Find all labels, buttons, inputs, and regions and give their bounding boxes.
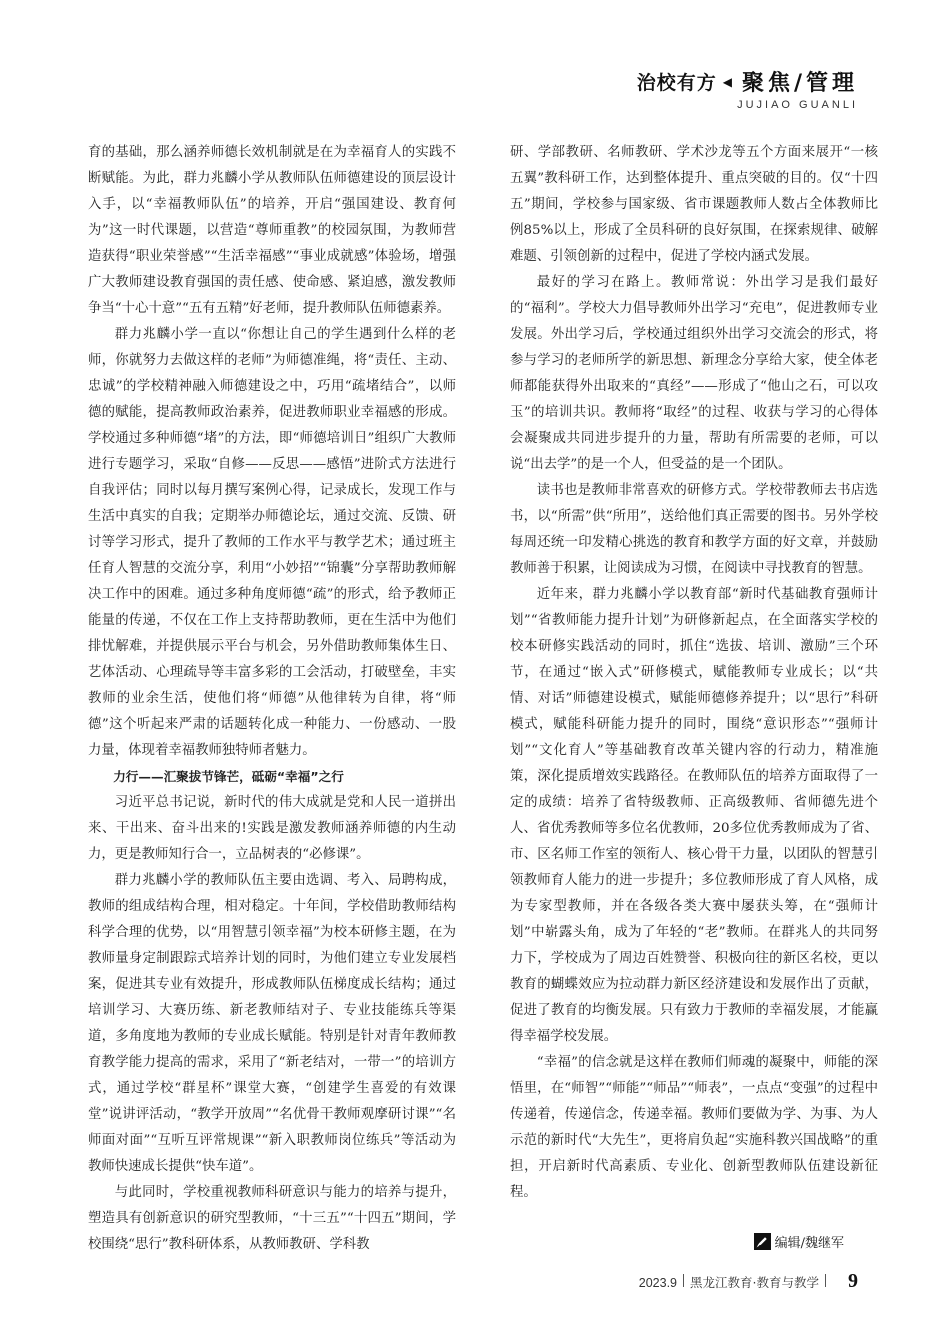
- column-name: 治校有方: [636, 72, 717, 94]
- section-title: 聚焦/管理: [741, 71, 858, 96]
- editor-credit: [754, 1232, 844, 1251]
- divider: [825, 1274, 826, 1287]
- journal-name: 黑龙江教育·教育与教学: [690, 1275, 819, 1290]
- header-title-row: [637, 66, 858, 97]
- pen-icon: [754, 1233, 771, 1250]
- page-header: [637, 66, 858, 111]
- right-column: [510, 140, 878, 1206]
- arrow-left-icon: ◀: [722, 74, 732, 89]
- paragraph: “幸福”的信念就是这样在教师们师魂的凝聚中，师能的深悟里，在“师智”“师能”“师品”“师表”，一点点“变强”的过程中传递着，传递信念，传递幸福。教师们要做为学、为事、为人示范的新时代“大先生”，更将肩负起“实施科教兴国战略”的重担，开启新时代高素质、专业化、创新型教师队伍建设新征程。: [510, 1055, 878, 1200]
- section-pinyin: JUJIAO GUANLI: [737, 99, 858, 111]
- page-number: 9: [848, 1270, 858, 1292]
- paragraph: 育的基础，那么涵养师德长效机制就是在为幸福育人的实践不断赋能。为此，群力兆麟小学从教师队伍师德建设的顶层设计入手，以“幸福教师队伍”的培养，开启“强国建设、教育何为”这一时代课题，以营造“尊师重教”的校园氛围，为教师营造获得“职业荣誉感”“生活幸福感”“事业成就感”体验场，增强广大教师建设教育强国的责任感、使命感、紧迫感，激发教师争当“十心十意”“五有五精”好老师，提升教师队伍师德素养。: [88, 145, 456, 316]
- section-subheading: 力行——汇聚拔节锋芒，砥砺“幸福”之行: [113, 769, 344, 784]
- page-footer: [639, 1270, 858, 1293]
- paragraph: 研、学部教研、名师教研、学术沙龙等五个方面来展开“一核五翼”教科研工作，达到整体提升、重点突破的目的。仅“十四五”期间，学校参与国家级、省市课题教师人数占全体教师比例85%以上，形成了全员科研的良好氛围，在探索规律、破解难题、引领创新的过程中，促进了学校内涵式发展。: [510, 145, 878, 264]
- paragraph: 近年来，群力兆麟小学以教育部“新时代基础教育强师计划”“省教师能力提升计划”为研修新起点，在全面落实学校的校本研修实践活动的同时，抓住“选拔、培训、激励”三个环节，在通过“嵌入式”研修模式，赋能教师专业成长；以“共情、对话”师德建设模式，赋能师德修养提升；以“思行”科研模式，赋能科研能力提升的同时，围绕“意识形态”“强师计划”“文化育人”等基础教育改革关键内容的行动力，精准施策，深化提质增效实践路径。在教师队伍的培养方面取得了一定的成绩：培养了省特级教师、正高级教师、省师德先进个人、省优秀教师等多位名优教师，20多位优秀教师成为了省、市、区名师工作室的领衔人、核心骨干力量，以团队的智慧引领教师育人能力的进一步提升；多位教师形成了育人风格，成为专家型教师，并在各级各类大赛中屡获头筹，在“强师计划”中崭露头角，成为了年轻的“老”教师。在群兆人的共同努力下，学校成为了周边百姓赞誉、积极向往的新区名校，更以教育的蝴蝶效应为拉动群力新区经济建设和发展作出了贡献，促进了教育的均衡发展。只有致力于教师的幸福发展，才能赢得幸福学校发展。: [510, 587, 878, 1044]
- left-column: [88, 140, 456, 1258]
- issue-date: 2023.9: [638, 1276, 678, 1290]
- paragraph: 习近平总书记说，新时代的伟大成就是党和人民一道拼出来、干出来、奋斗出来的!实践是激发教师涵养师德的内生动力，更是教师知行合一，立品树表的“必修课”。: [88, 795, 456, 862]
- paragraph: 最好的学习在路上。教师常说：外出学习是我们最好的“福利”。学校大力倡导教师外出学习“充电”，促进教师专业发展。外出学习后，学校通过组织外出学习交流会的形式，将参与学习的老师所学的新思想、新理念分享给大家，使全体老师都能获得外出取来的“真经”——形成了“他山之石，可以攻玉”的培训共识。教师将“取经”的过程、收获与学习的心得体会凝聚成共同进步提升的力量，帮助有所需要的老师，可以说“出去学”的是一个人，但受益的是一个团队。: [510, 275, 878, 472]
- paragraph: 读书也是教师非常喜欢的研修方式。学校带教师去书店选书，以“所需”供“所用”，送给他们真正需要的图书。另外学校每周还统一印发精心挑选的教育和教学方面的好文章，并鼓励教师善于积累，让阅读成为习惯，在阅读中寻找教育的智慧。: [510, 483, 878, 576]
- paragraph: 群力兆麟小学一直以“你想让自己的学生遇到什么样的老师，你就努力去做这样的老师”为师德准绳，将“责任、主动、忠诚”的学校精神融入师德建设之中，巧用“疏堵结合”，以师德的赋能，提高教师政治素养，促进教师职业幸福感的形成。学校通过多种师德“堵”的方法，即“师德培训日”组织广大教师进行专题学习，采取“自修——反思——感悟”进阶式方法进行自我评估；同时以每月撰写案例心得，记录成长，发现工作与生活中真实的自我；定期举办师德论坛，通过交流、反馈、研讨等学习形式，提升了教师的工作水平与教学艺术；通过班主任育人智慧的交流分享，利用“小妙招”“锦囊”分享帮助教师解决工作中的困难。通过多种角度师德“疏”的形式，给予教师正能量的传递，不仅在工作上支持帮助教师，更在生活中为他们排忧解难，并提供展示平台与机会，另外借助教师集体生日、艺体活动、心理疏导等丰富多彩的工会活动，打破壁垒，丰实教师的业余生活，使他们将“师德”从他律转为自律，将“师德”这个听起来严肃的话题转化成一种能力、一份感动、一股力量，体现着幸福教师独特师者魅力。: [88, 327, 456, 758]
- paragraph: 与此同时，学校重视教师科研意识与能力的培养与提升，塑造具有创新意识的研究型教师，“十三五”“十四五”期间，学校围绕“思行”教科研体系，从教师教研、学科教: [88, 1185, 456, 1252]
- divider: [683, 1274, 684, 1287]
- paragraph: 群力兆麟小学的教师队伍主要由选调、考入、局聘构成，教师的组成结构合理，相对稳定。十年间，学校借助教师结构科学合理的优势，以“用智慧引领幸福”为校本研修主题，在为教师量身定制跟踪式培养计划的同时，为他们建立专业发展档案，促进其专业有效提升，形成教师队伍梯度成长结构；通过培训学习、大赛历练、新老教师结对子、专业技能练兵等渠道，多角度地为教师的专业成长赋能。特别是针对青年教师教育教学能力提高的需求，采用了“新老结对，一带一”的培训方式，通过学校“群星杯”课堂大赛，“创建学生喜爱的有效课堂”说讲评活动，“教学开放周”“名优骨干教师观摩研讨课”“名师面对面”“互听互评常规课”“新入职教师岗位练兵”等活动为教师快速成长提供“快车道”。: [88, 873, 456, 1174]
- editor-label: 编辑/魏继军: [774, 1236, 844, 1251]
